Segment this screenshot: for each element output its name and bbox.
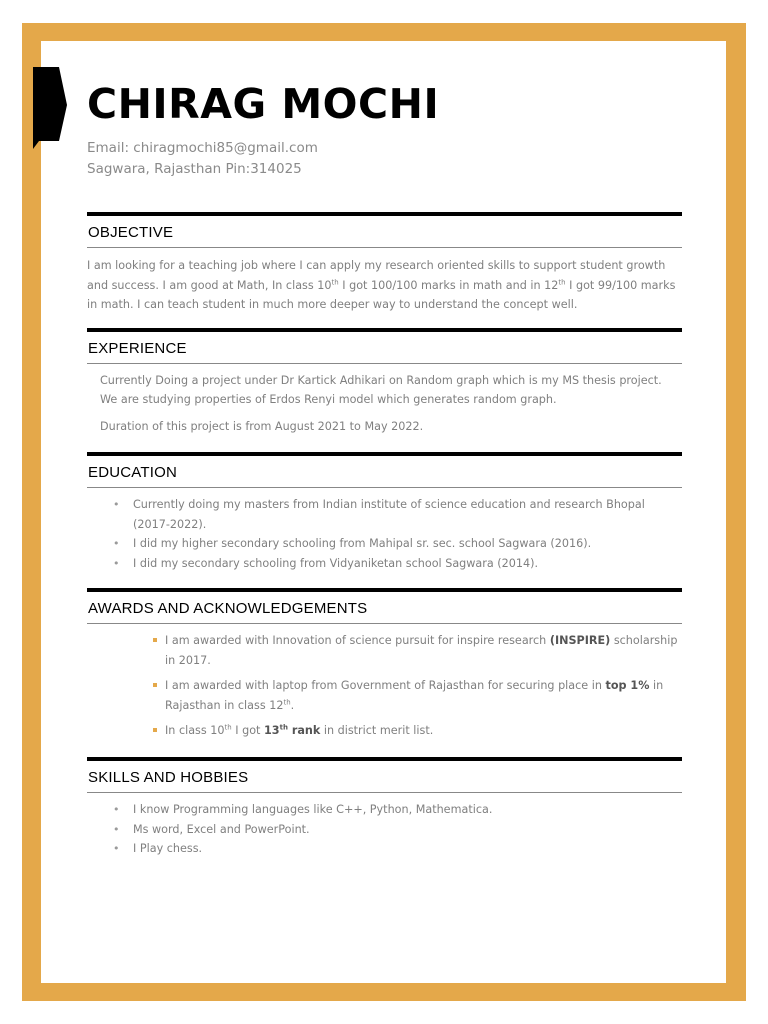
section-title: OBJECTIVE — [88, 224, 174, 241]
award-highlight-part: 13 — [264, 724, 280, 737]
section-rule — [87, 328, 682, 332]
list-item-text: I did my secondary schooling from Vidyaniketan school Sagwara (2014). — [133, 556, 539, 570]
bullet-icon: • — [113, 498, 120, 511]
section-title: SKILLS AND HOBBIES — [88, 769, 249, 786]
objective-text-part: I got 99/100 marks in math. I can teach student in much more deeper way to understand the concept well. — [87, 278, 676, 311]
list-item — [87, 554, 667, 574]
skills-list — [87, 800, 667, 859]
experience-duration: Duration of this project is from August 2021 to May 2022. — [100, 420, 424, 433]
award-highlight — [264, 724, 320, 737]
list-item — [87, 800, 667, 820]
section-title: EDUCATION — [88, 464, 178, 481]
list-item-text: I Play chess. — [133, 842, 203, 855]
award-text: I got — [231, 724, 265, 737]
objective-section-header — [87, 212, 682, 248]
award-text: scholarship in 2017. — [165, 634, 678, 667]
superscript: th — [224, 723, 232, 732]
section-title: AWARDS AND ACKNOWLEDGEMENTS — [88, 600, 368, 617]
award-highlight: top 1% — [605, 679, 650, 692]
list-item — [87, 495, 667, 534]
award-text: I am awarded with Innovation of science pursuit for inspire research — [165, 634, 550, 647]
superscript: th — [331, 277, 339, 286]
bullet-icon: • — [113, 556, 120, 570]
section-title: EXPERIENCE — [88, 340, 187, 357]
list-item — [87, 631, 687, 670]
experience-description: Currently Doing a project under Dr Kartick Adhikari on Random graph which is my MS thesis project. We are studying properties of Erdos Renyi model which generates random graph. — [100, 374, 662, 406]
education-list — [87, 495, 667, 573]
award-text: in district merit list. — [320, 724, 434, 737]
section-divider — [87, 623, 682, 624]
award-text: in Rajasthan in class 12 — [165, 679, 664, 712]
awards-section-header — [87, 588, 682, 624]
superscript: th — [283, 697, 291, 706]
square-bullet-icon — [153, 728, 157, 732]
section-rule — [87, 757, 682, 761]
award-text: I am awarded with laptop from Government of Rajasthan for securing place in — [165, 679, 606, 692]
section-divider — [87, 792, 682, 793]
superscript: th — [279, 723, 288, 732]
candidate-name: CHIRAG MOCHI — [87, 80, 440, 128]
bullet-icon: • — [113, 537, 120, 550]
award-highlight-part: rank — [287, 724, 321, 737]
section-divider — [87, 487, 682, 488]
award-text: In class 10 — [165, 724, 225, 737]
objective-text-part: I got 100/100 marks in math and in 12 — [338, 278, 559, 292]
list-item-text: I did my higher secondary schooling from Mahipal sr. sec. school Sagwara (2016). — [133, 537, 592, 550]
skills-section-header — [87, 757, 682, 793]
award-highlight: (INSPIRE) — [549, 634, 611, 647]
objective-text — [87, 256, 687, 315]
section-divider — [87, 363, 682, 364]
header-tab-marker — [33, 67, 67, 149]
experience-section-header — [87, 328, 682, 364]
list-item — [87, 839, 667, 859]
list-item-text: I know Programming languages like C++, Python, Mathematica. — [133, 803, 493, 816]
section-divider — [87, 247, 682, 248]
square-bullet-icon — [153, 683, 157, 687]
contact-info — [87, 138, 318, 180]
list-item — [87, 721, 687, 741]
address: Sagwara, Rajasthan Pin:314025 — [87, 161, 302, 177]
bullet-icon: • — [113, 822, 120, 836]
list-item — [87, 534, 667, 554]
superscript: th — [558, 277, 566, 286]
list-item — [87, 676, 687, 715]
award-text: . — [290, 698, 295, 712]
awards-list — [87, 631, 687, 747]
square-bullet-icon — [153, 638, 157, 642]
list-item-text: Ms word, Excel and PowerPoint. — [133, 822, 310, 836]
list-item-text: Currently doing my masters from Indian institute of science education and research Bhopal (2017-2022). — [133, 498, 645, 531]
objective-text-part: I am looking for a teaching job where I can apply my research oriented skills to support student growth and success. I am good at Math, In class 10 — [87, 259, 666, 292]
bullet-icon: • — [113, 803, 120, 816]
email: Email: chiragmochi85@gmail.com — [87, 140, 318, 156]
bullet-icon: • — [113, 842, 120, 855]
list-item — [87, 820, 667, 840]
education-section-header — [87, 452, 682, 488]
section-rule — [87, 212, 682, 216]
section-rule — [87, 588, 682, 592]
section-rule — [87, 452, 682, 456]
